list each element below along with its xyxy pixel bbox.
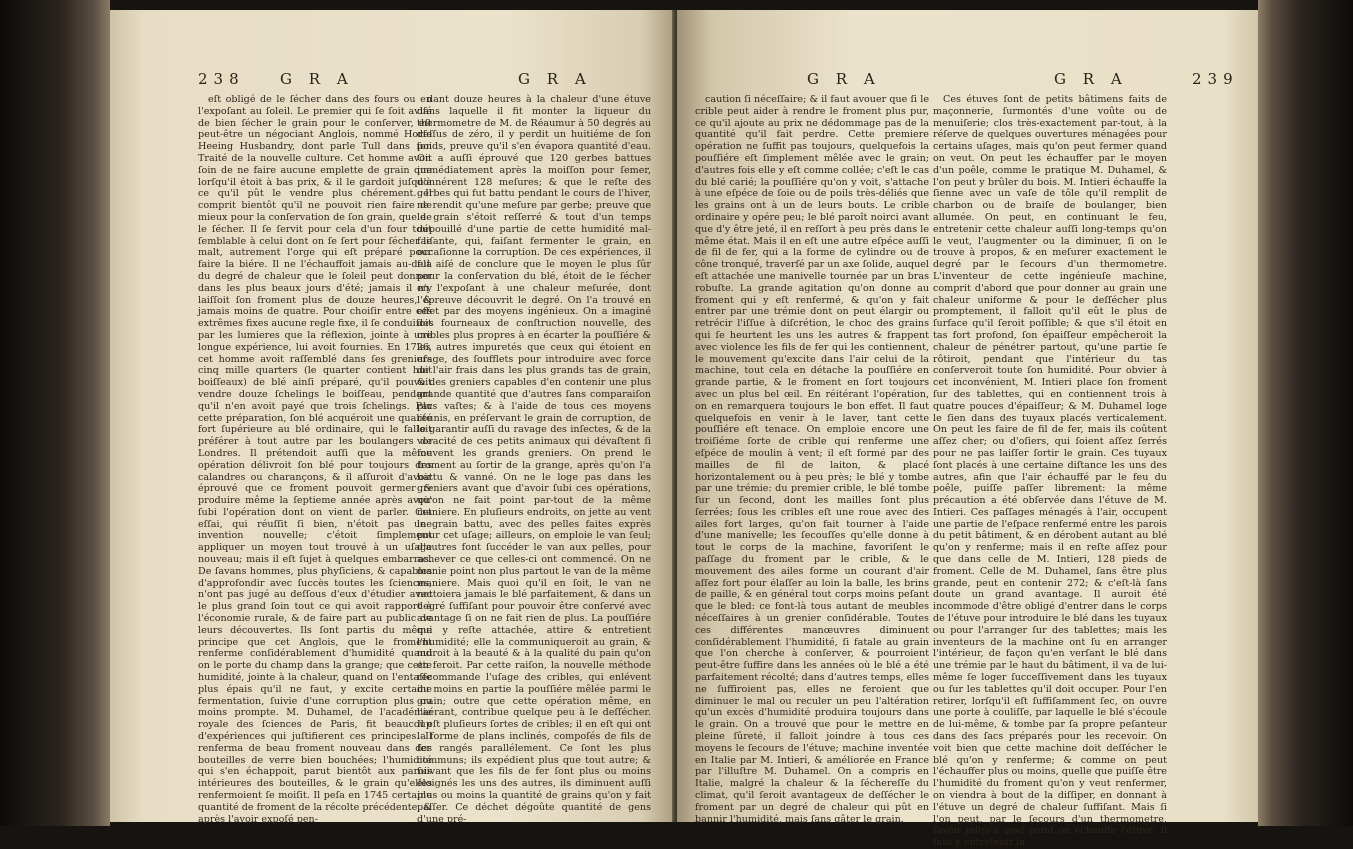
- running-head-left-2: G R A: [518, 70, 592, 88]
- left-page-column-1: [198, 94, 432, 825]
- left-page: [110, 10, 676, 825]
- column-text: caution ſi néceſſaire; & il faut avouer que ſi le crible peut aider à rendre le froment plus pur, ce qu'il ajoute au prix ne dédommage pas de la quantité qu'il fait perdre. Cette premiere opération ne ſuffit pas toujours, quelquefois la pouſſiére eſt ſimplement mêlée avec le grain; d'autres fois elle y eſt comme collée; c'eſt le cas du blé carié; la pouſſiére qu'on y voit, s'attache à une eſpéce de ſoie ou de poils très-déliés que les grains ont à un de leurs bouts. Le crible ordinaire y opére peu; le blé paroît noirci avant que d'y être jeté, il en reſſort à peu près dans le même état. Mais il en eſt une autre eſpéce auſſi de fil de fer, qui a la forme de cylindre ou de cône tronqué, traverſé par un axe ſolide, auquel eſt attachée une manivelle tournée par un bras robuſte. La grande agitation qu'on donne au froment qui y eſt renfermé, & qu'on y fait entrer par une trémie dont on peut élargir ou retrécir l'iſſue à diſcrétion, le choc des grains qui ſe heurtent les uns les autres & frappent avec violence les fils de fer qui les contiennent, le mouvement qu'excite dans l'air celui de la machine, tout cela en détache la pouſſiére en grande partie, & le froment en ſort toujours avec un plus bel œil. En réitérant l'opération, on en remarquera toujours le bon effet. Il faut quelquefois en venir à le laver, tant cette pouſſiére eſt tenace. On emploie encore une troiſiéme ſorte de crible qui renferme une eſpéce de moulin à vent; il eſt formé par des mailles de fil de laiton, & placé horizontalement ou à peu près; le blé y tombe par une trémie: du premier crible, le blé tombe ſur un ſecond, dont les mailles ſont plus ſerrées; ſous les cribles eſt une roue avec des ailes fort larges, qu'on fait tourner à l'aide d'une manivelle; les ſecouſſes qu'elle donne à tout le corps de la machine, favoriſent le paſſage du froment par le crible, & le mouvement des ailes forme un courant d'air aſſez fort pour élaſſer au loin la balle, les brins de paille, & en général tout corps moins peſant que le bled: ce font-là tous autant de meubles néceſſaires à un grenier conſidérable. Toutes ces différentes manœuvres diminuent conſidérablement l'humidité, ſi fatale au grain que l'on cherche à conſerver, & pourroient peut-être ſuffire dans les années où le blé a été parfaitement récolté; dans d'autres temps, elles ne ſuffiroient pas, elles ne feroient que diminuer le mal ou reculer un peu l'altération qu'un excès d'humidité produira toujours dans le grain. On a trouvé que pour le mettre en pleine ſûreté, il falloit joindre à tous ces moyens le ſecours de l'étuve; machine inventée en Italie par M. Intieri, & améliorée en France par l'illuſtre M. Duhamel. On a compris en Italie, malgré la chaleur & la ſéchereſſe du climat, qu'il ſeroit avantageux de deſſécher le froment par un degré de chaleur qui pût en bannir l'humidité, mais ſans gâter le grain.: [695, 94, 929, 825]
- right-page-column-2: [933, 94, 1167, 849]
- right-page: [677, 10, 1258, 849]
- page-number-left: 238: [198, 70, 245, 88]
- left-page-edges: [0, 0, 110, 826]
- column-text: eſt obligé de le ſécher dans des fours ou en l'expoſant au ſoleil. Le premier qui ſe ſoit aviſé de bien ſécher le grain pour le conſerver, eſt peut-être un négociant Anglois, nommé Horſe Heeing Husbandry, dont parle Tull dans ſon Traité de la nouvelle culture. Cet homme avoit ſoin de ne faire aucune emplette de grain que lorſqu'il étoit à bas prix, & il le gardoit juſqu'à ce qu'il pût le vendre plus chérement. Il comprit bientôt qu'il ne pouvoit rien faire de mieux pour la conſervation de ſon grain, que de le ſécher. Il ſe ſervit pour cela d'un four tout ſemblable à celui dont on ſe ſert pour ſécher le malt, autrement l'orge qui eſt préparé pour faire la biére. Il ne l'échauffoit jamais au-delà du degré de chaleur que le ſoleil peut donner dans les plus beaux jours d'été; jamais il n'y laiſſoit ſon froment plus de douze heures, & jamais moins de quatre. Pour choiſir entre ces extrêmes fixes aucune regle fixe, il ſe conduiſoit par les lumieres que la réflexion, jointe à une longue expérience, lui avoit fournies. En 1726, cet homme avoit raſſemblé dans ſes greniers cinq mille quarters (le quarter contient huit boiſſeaux) de blé ainſi préparé, qu'il pouvoit vendre douze ſchelings le boiſſeau, pendant qu'il n'en avoit payé que trois ſchelings. Par cette préparation, ſon blé acquéroit une qualité fort ſupérieure au blé ordinaire, qui le falloit préférer à tout autre par les boulangers de Londres. Il prétendoit auſſi que la même opération délivroit ſon blé pour toujours des calandres ou charançons, & il aſſuroit d'avoir éprouvé que ce froment pouvoit germer & produire même la ſeptieme année après avoir ſubi l'opération dont on vient de parler. Cet eſſai, qui réuſſit ſi bien, n'étoit pas une invention nouvelle; c'étoit ſimplement appliquer un moyen tout trouvé à un uſage nouveau; mais il eſt ſujet à quelques embarras. De ſavans hommes, plus phyſiciens, & capables d'approfondir avec ſuccès toutes les ſciences, n'ont pas jugé au deſſous d'eux d'étudier avec le plus grand ſoin tout ce qui avoit rapport à l'économie rurale, & de faire part au public de leurs découvertes. Ils ſont partis du même principe que cet Anglois, que le froment renferme conſidérablement d'humidité quand on le porte du champ dans la grange; que cette humidité, jointe à la chaleur, quand on l'entaſſe plus épais qu'il ne faut, y excite certaine fermentation, ſuivie d'une corruption plus ou moins prompte. M. Duhamel, de l'académie royale des ſciences de Paris, fit beaucoup d'expériences qui juſtifierent ces principes. Il renferma de beau froment nouveau dans des bouteilles de verre bien bouchées; l'humidité qui s'en échappoit, parut bientôt aux parois intérieures des bouteilles, & le grain qu'elles renfermoient ſe moiſit. Il peſa en 1745 certaine quantité de froment de la récolte précédente, & après l'avoir expoſé pen-: [198, 94, 432, 825]
- right-page-column-1: [695, 94, 929, 825]
- running-head-right-2: G R A: [1054, 70, 1128, 88]
- right-page-edges: [1258, 0, 1353, 826]
- running-head-right-1: G R A: [807, 70, 881, 88]
- running-head-left-1: G R A: [280, 70, 354, 88]
- column-text: Ces étuves ſont de petits bâtimens faits de maçonnerie, ſurmontés d'une voûte ou de menuiſerie; clos très-exactement par-tout, à la réſerve de quelques ouvertures ménagées pour certains uſages, mais qu'on peut fermer quand on veut. On peut les échauffer par le moyen d'un poêle, comme le pratique M. Duhamel, & l'on peut y brûler du bois. M. Intieri échauffe la ſienne avec un vaſe de tôle qu'il remplit de charbon ou de braiſe de boulanger, bien allumée. On peut, en continuant le feu, entretenir cette chaleur auſſi long-temps qu'on le veut, l'augmenter ou la diminuer, ſi on le trouve à propos, & en meſurer exactement le degré par le ſecours d'un thermometre. L'inventeur de cette ingénieuſe machine, comprit d'abord que pour donner au grain une chaleur uniforme & pour le deſſécher plus promptement, il falloit qu'il eût le plus de ſurface qu'il ſeroit poſſible; & que s'il étoit en tas fort profond, ſon épaiſſeur empêcheroit la chaleur de pénétrer partout, qu'une partie ſe rôtiroit, pendant que l'intérieur du tas conſerveroit toute ſon humidité. Pour obvier à cet inconvénient, M. Intieri place ſon froment ſur des tablettes, qui en contiennent trois à quatre pouces d'épaiſſeur; & M. Duhamel loge le ſien dans des tuyaux placés verticalement. On peut les faire de fil de fer, mais ils coûtent aſſez cher; ou d'oſiers, qui ſoient aſſez ſerrés pour ne pas laiſſer ſortir le grain. Ces tuyaux ſont placés à une certaine diſtance les uns des autres, afin que l'air échauffé par le feu du poêle, puiſſe paſſer librement: la même précaution a été obſervée dans l'étuve de M. Intieri. Ces paſſages ménagés à l'air, occupent une partie de l'eſpace renfermé entre les parois du petit bâtiment, & en dérobent autant au blé qu'on y renferme; mais il en reſte aſſez pour que dans celle de M. Intieri, 128 pieds de froment. Celle de M. Duhamel, ſans être plus grande, peut en contenir 272; & c'eſt-là ſans doute un grand avantage. Il auroit été incommode d'être obligé d'entrer dans le corps de l'étuve pour introduire le blé dans les tuyaux ou pour l'arranger ſur des tablettes; mais les inventeurs de la machine ont ſu en arranger l'intérieur, de façon qu'en verſant le blé dans une trémie par le haut du bâtiment, il va de lui-même ſe loger ſucceſſivement dans les tuyaux ou ſur les tablettes qu'il doit occuper. Pour l'en retirer, lorſqu'il eſt ſuffiſamment ſec, on ouvre une porte à couliſſe, par laquelle le blé s'écoule de lui-même, & tombe par ſa propre peſanteur dans des ſacs préparés pour les recevoir. On voit bien que cette machine doit deſſécher le blé qu'on y renferme; & comme on peut l'échauffer plus ou moins, quelle que puiſſe être l'humidité du froment qu'on y veut renfermer, on viendra à bout de la diſſiper, en donnant à l'étuve un degré de chaleur ſuffiſant. Mais ſi l'on peut, par le ſecours d'un thermometre, ſavoir juſqu'à quel point on échauffe l'étuve, il faut y entretenir la: [933, 94, 1167, 849]
- page-number-right: 239: [1192, 70, 1239, 88]
- column-text: dant douze heures à la chaleur d'une étuve dans laquelle il fit monter la liqueur du thermometre de M. de Réaumur à 50 degrés au deſſus de zéro, il y perdit un huitiéme de ſon poids, preuve qu'il s'en évapora quantité d'eau. On a auſſi éprouvé que 120 gerbes battues immédiatement après la moiſſon pour ſemer, donnérent 128 meſures; & que le reſte des gerbes qui fut battu pendant le cours de l'hiver, ne rendit qu'une meſure par gerbe; preuve que le grain s'étoit reſſerré & tout d'un temps dépouillé d'une partie de cette humidité mal-faiſante, qui, faiſant fermenter le grain, en occaſionne la corruption. De ces expériences, il fut aiſé de conclure que le moyen le plus ſûr pour la conſervation du blé, étoit de le ſécher en l'expoſant à une chaleur meſurée, dont l'épreuve découvrit le degré. On l'a trouvé en effet par des moyens ingénieux. On a imaginé des fourneaux de conſtruction nouvelle, des cribles plus propres à en écarter la pouſſiére & les autres impuretés que ceux qui étoient en uſage, des ſoufflets pour introduire avec force de l'air frais dans les plus grands tas de grain, & des greniers capables d'en contenir une plus grande quantité que d'autres ſans comparaiſon plus vaſtes; & à l'aide de tous ces moyens réunis, en préſervant le grain de corruption, de le garantir auſſi du ravage des inſectes, & de la voracité de ces petits animaux qui dévaſtent ſi ſouvent les grands greniers. On prend le froment au ſortir de la grange, après qu'on l'a battu & vanné. On ne le loge pas dans les greniers avant que d'avoir ſubi ces opérations, qu'on ne fait point par-tout de la même maniere. En pluſieurs endroits, on jette au vent le grain battu, avec des pelles faites exprès pour cet uſage; ailleurs, on emploie le van ſeul; d'autres font ſuccéder le van aux pelles, pour achever ce que celles-ci ont commencé. On ne manie point non plus partout le van de la même maniere. Mais quoi qu'il en ſoit, le van ne nettoiera jamais le blé parfaitement, & dans un degré ſuffiſant pour pouvoir être conſervé avec avantage ſi on ne fait rien de plus. La pouſſiére qui y reſte attachée, attire & entretient l'humidité; elle la communiqueroit au grain, & nuiroit à la beauté & à la qualité du pain qu'on en feroit. Par cette raiſon, la nouvelle méthode recommande l'uſage des cribles, qui enlévent du moins en partie la pouſſiére mêlée parmi le grain; outre que cette opération même, en l'aérant, contribue quelque peu à le deſſécher. Il eſt pluſieurs ſortes de cribles; il en eſt qui ont la forme de plans inclinés, compoſés de fils de fer rangés parallélement. Ce ſont les plus communs; ils expédient plus que tout autre; & ſuivant que les fils de fer ſont plus ou moins éloignés les uns des autres, ils diminuent auſſi plus ou moins la quantité de grains qu'on y fait paſſer. Ce déchet dégoûte quantité de gens d'une pré-: [417, 94, 651, 825]
- left-page-column-2: [417, 94, 651, 825]
